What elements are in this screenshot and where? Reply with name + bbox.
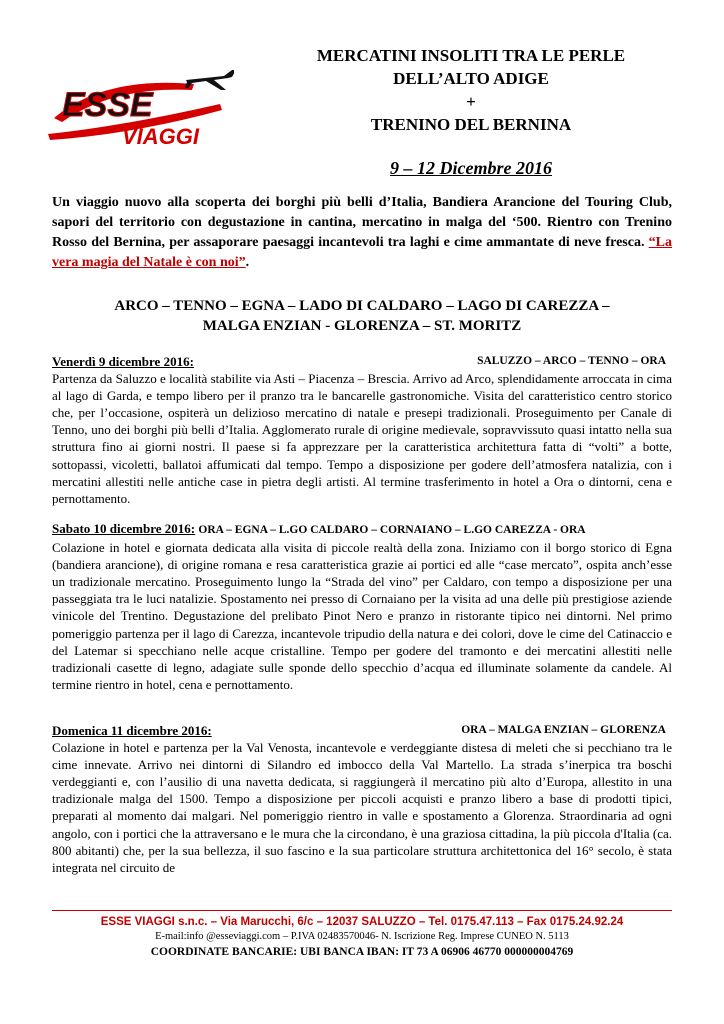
route-summary <box>52 296 672 336</box>
intro-end: . <box>245 255 250 270</box>
day-header <box>52 520 672 539</box>
intro-paragraph <box>52 193 672 273</box>
intro-slogan: “La vera magia del Natale è con noi” <box>52 235 672 270</box>
title-line-2: DELL’ALTO ADIGE <box>393 69 549 88</box>
day-date: Domenica 11 dicembre 2016: <box>52 723 212 738</box>
page-footer <box>52 910 672 960</box>
day-date: Venerdì 9 dicembre 2016: <box>52 354 194 369</box>
day-header <box>52 722 672 739</box>
logo-brand-top: ESSE <box>62 86 153 124</box>
day-section <box>52 722 672 876</box>
day-section <box>52 520 672 693</box>
title-line-3: TRENINO DEL BERNINA <box>370 115 572 134</box>
footer-contact-line: E-mail:info @esseviaggi.com – P.IVA 02483570046- N. Iscrizione Reg. Imprese CUNEO N. 5113 <box>155 931 569 942</box>
footer-bank-line: COORDINATE BANCARIE: UBI BANCA IBAN: IT 73 A 06906 46770 000000004769 <box>150 946 574 958</box>
esse-viaggi-logo <box>44 56 234 152</box>
logo-graphic <box>44 56 234 152</box>
title-line-1: MERCATINI INSOLITI TRA LE PERLE <box>316 46 626 65</box>
footer-company: ESSE VIAGGI <box>100 916 175 928</box>
logo-brand-bottom: VIAGGI <box>122 124 200 149</box>
day-places: ORA – MALGA ENZIAN – GLORENZA <box>461 724 666 736</box>
title-plus: + <box>466 92 476 111</box>
footer-address: s.n.c. – Via Marucchi, 6/c – 12037 SALUZZO – Tel. 0175.47.113 – Fax 0175.24.92.24 <box>174 916 624 928</box>
footer-address-line <box>52 914 672 930</box>
day-header <box>52 353 672 370</box>
day-places: SALUZZO – ARCO – TENNO – ORA <box>477 355 666 367</box>
route-line-2: MALGA ENZIAN - GLORENZA – ST. MORITZ <box>202 318 522 334</box>
day-description: Partenza da Saluzzo e località stabilite via Asti – Piacenza – Brescia. Arrivo ad Arco, splendidamente arroccata in cima al lago di Garda, e tempo libero per il pranzo tra le bancarelle gastronomiche. Visita del caratteristico centro storico che, per l’occasione, ospiterà un delizioso mercatino di natale e presepi tradizionali. Proseguimento per Canale di Tenno, uno dei borghi più belli d’Italia. Agglomerato rurale di origine medievale, sopravvissuto quasi intatto nella sua struttura fino ai giorni nostri. Il paese si fa apprezzare per la caratteristica architettura fatta di “volti” a botte, sottopassi, vicoletti, ballatoi affumicati dal tempo. Tempo a disposizione per godere dell’atmosfera natalizia, con i mercatini allestiti nelle antiche case in pietra degli artisti. Al termine trasferimento in hotel a Ora o dintorni, cena e pernottamento. <box>52 371 672 506</box>
trip-dates: 9 – 12 Dicembre 2016 <box>390 158 552 178</box>
day-places: ORA – EGNA – L.GO CALDARO – CORNAIANO – L.GO CAREZZA - ORA <box>198 524 586 536</box>
intro-text: Un viaggio nuovo alla scoperta dei borghi più belli d’Italia, Bandiera Arancione del Touring Club, sapori del territorio con degustazione in cantina, mercatino in malga del ‘500. Rientro con Trenino Rosso del Bernina, per assaporare paesaggi incantevoli tra laghi e cime ammantate di neve fresca. <box>52 195 672 250</box>
document-title <box>256 44 686 136</box>
day-section <box>52 353 672 507</box>
day-description: Colazione in hotel e giornata dedicata alla visita di piccole realtà della zona. Iniziamo con il borgo storico di Egna (bandiera arancione), di origine romana e resa caratteristica grazie ai portici ed alle “case mercato”, ospita anch’esse un tradizionale mercatino. Proseguimento lungo la “Strada del vino” per Caldaro, con tempo a disposizione per una passeggiata tra le luci natalizie. Spostamento nei presso di Cornaiano per la visita ad una delle più prestigiose aziende vinicole del Trentino. Degustazione del prelibato Pinot Nero e pranzo in ristorante tipico nei dintorni. Nel primo pomeriggio partenza per il lago di Carezza, incantevole tripudio della natura e dei colori, dove le cime del Catinaccio e del Latemar si specchiano nelle acque cristalline. Tempo per godere del tramonto e dei mercatini allestiti nelle tradizionali casette di legno, adagiate sulle sponde dello specchio d’acqua ed illuminate solamente da candele. Al termine rientro in hotel, cena e pernottamento. <box>52 540 672 692</box>
route-line-1: ARCO – TENNO – EGNA – LADO DI CALDARO – LAGO DI CAREZZA – <box>114 298 610 314</box>
day-date: Sabato 10 dicembre 2016: <box>52 521 196 536</box>
day-description: Colazione in hotel e partenza per la Val Venosta, incantevole e verdeggiante distesa di meleti che si pecchiano tra le cime innevate. Arrivo nei dintorni di Silandro ed imbocco della Val Martello. La strada s’inerpica tra boschi verdeggianti e, con l’ausilio di una navetta dedicata, si raggiungerà il mercatino più alto d’Europa, allestito in una tradizionale malga del 1500. Tempo a disposizione per piccoli acquisti e pranzo libero a base di prodotti tipici, preparati al momento dai malgari. Nel pomeriggio rientro in valle e spostamento a Glorenza. Straordinaria ad ogni angolo, con i portici che la attraversano e le mura che la circondano, è una graziosa cittadina, la più piccola d'Italia (ca. 800 abitanti) che, per la sua bellezza, il suo fascino e la sua particolare struttura architettonica del 16° secolo, è stata integrata nel circuito de <box>52 740 672 875</box>
